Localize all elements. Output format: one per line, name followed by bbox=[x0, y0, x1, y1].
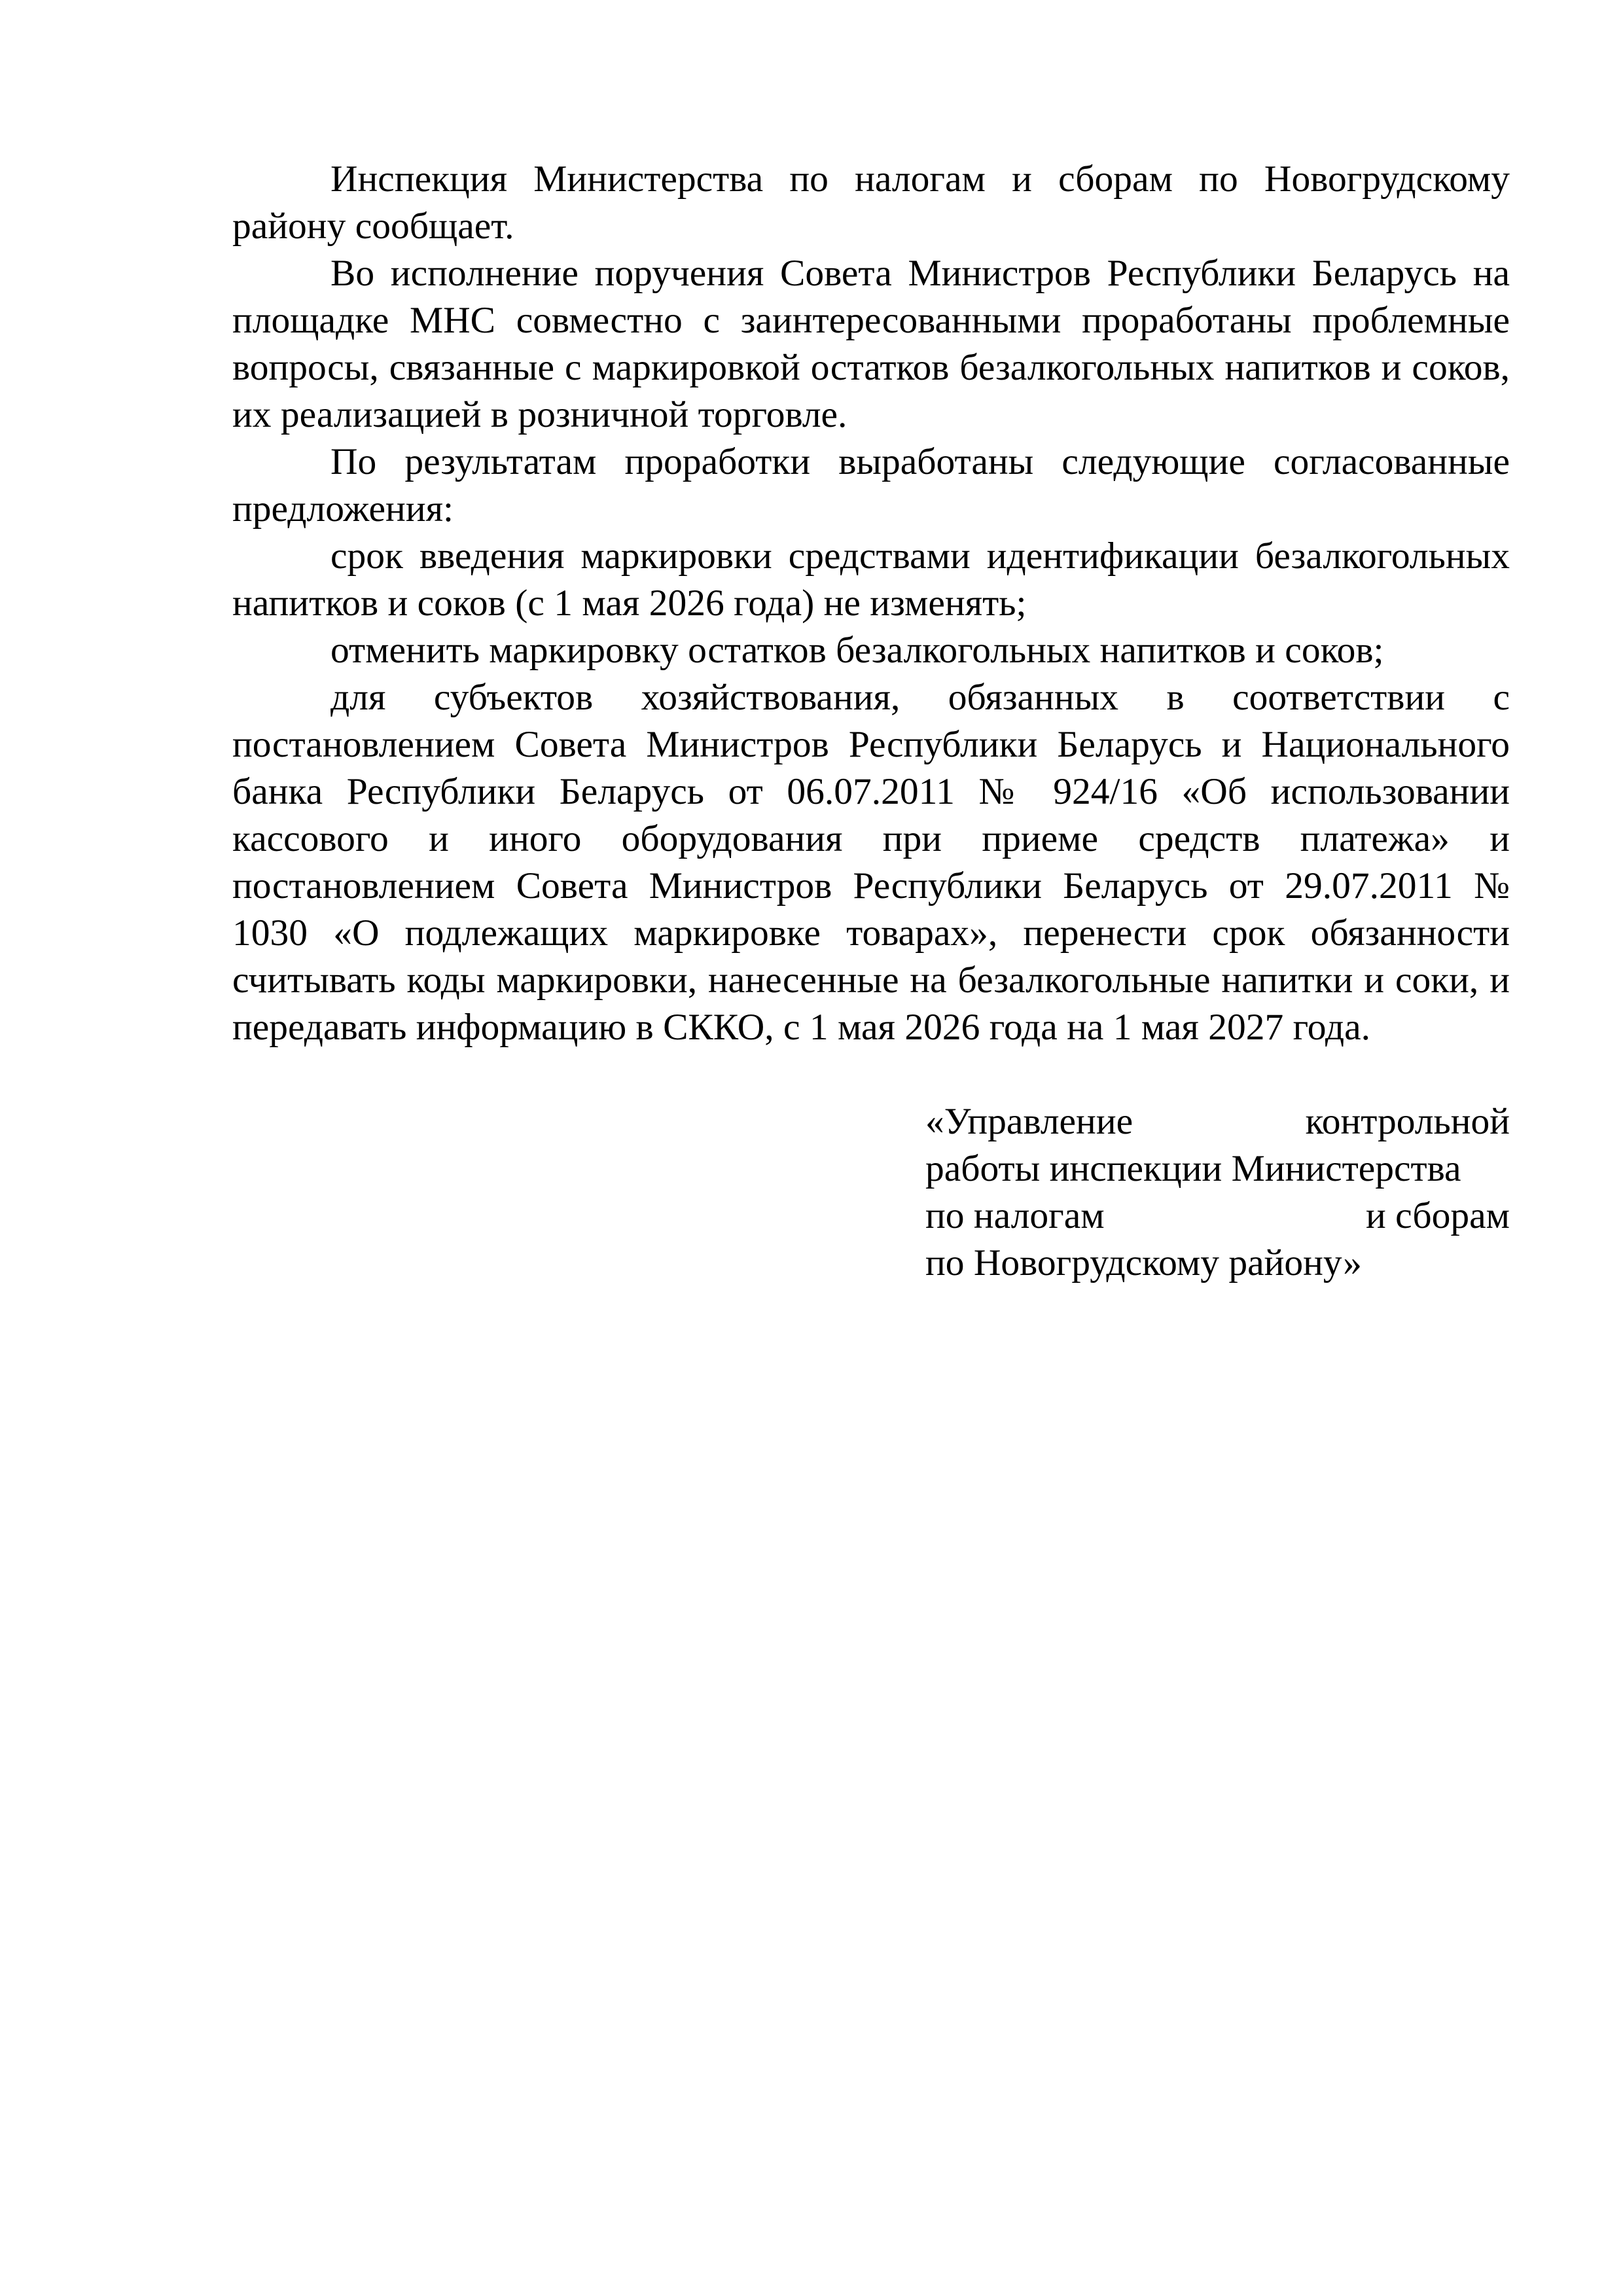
signature-line-1-left: «Управление bbox=[925, 1101, 1133, 1142]
signature-line-1 bbox=[925, 1098, 1510, 1145]
signature-line-4: по Новогрудскому району» bbox=[925, 1242, 1362, 1283]
paragraph-proposal-term: срок введения маркировки средствами идентификации безалкогольных напитков и соков (с 1 мая 2026 года) не изменять; bbox=[232, 535, 1510, 624]
paragraph-intro: Инспекция Министерства по налогам и сборам по Новогрудскому району сообщает. bbox=[232, 158, 1510, 247]
signature-line-1-right: контрольной bbox=[1305, 1101, 1510, 1142]
signature-block bbox=[925, 1098, 1510, 1287]
signature-line-3-right: и сборам bbox=[1365, 1195, 1510, 1236]
document-body bbox=[232, 156, 1510, 1051]
signature-line-3 bbox=[925, 1193, 1510, 1240]
signature-line-3-left: по налогам bbox=[925, 1195, 1105, 1236]
paragraph-proposal-postpone: для субъектов хозяйствования, обязанных в соответствии с постановлением Совета Министров Республики Беларусь и Национального банка Республики Беларусь от 06.07.2011 № 924/16 «Об использовании кассового и иного оборудования при приеме средств платежа» и постановлением Совета Министров Республики Беларусь от 29.07.2011 № 1030 «О подлежащих маркировке товарах», перенести срок обязанности считывать коды маркировки, нанесенные на безалкогольные напитки и соки, и передавать информацию в СККО, с 1 мая 2026 года на 1 мая 2027 года. bbox=[232, 677, 1510, 1048]
signature-line-2: работы инспекции Министерства bbox=[925, 1148, 1461, 1189]
paragraph-results: По результатам проработки выработаны следующие согласованные предложения: bbox=[232, 441, 1510, 529]
paragraph-instruction: Во исполнение поручения Совета Министров Республики Беларусь на площадке МНС совместно с заинтересованными проработаны проблемные вопросы, связанные с маркировкой остатков безалкогольных напитков и соков, их реализацией в розничной торговле. bbox=[232, 253, 1510, 435]
paragraph-proposal-cancel: отменить маркировку остатков безалкогольных напитков и соков; bbox=[330, 630, 1384, 671]
